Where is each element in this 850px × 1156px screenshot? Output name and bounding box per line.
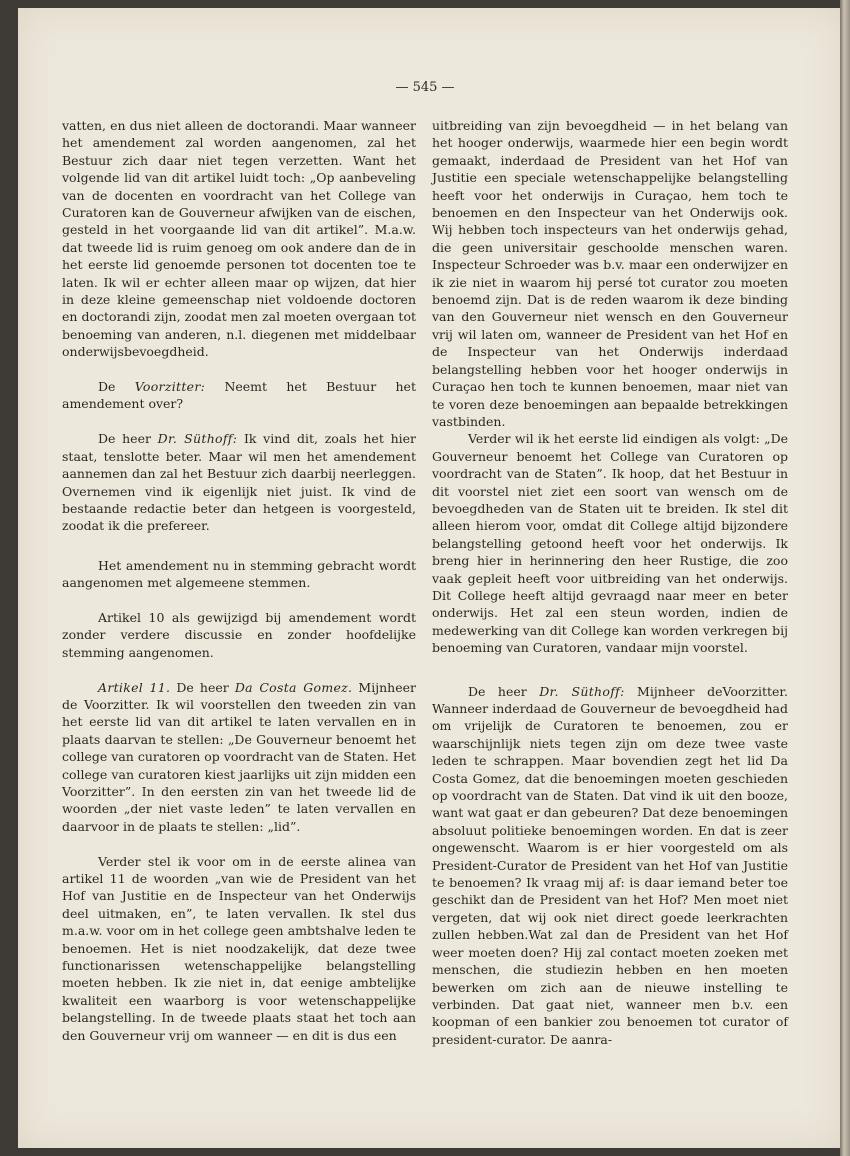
paragraph — [432, 683, 788, 1049]
text-prefix: De heer — [468, 683, 540, 699]
paragraph: Artikel 10 als gewijzigd bij amendement wordt zonder verdere discussie en zonder hoofdelijke stemming aangenomen. — [62, 609, 416, 660]
text-body: Mijnheer deVoorzitter. Wanneer inderdaad de Gouverneur de bevoegdheid had om vrijelijk de Curatoren te benoemen, zou er waarschijnlijk niets tegen zijn om deze twee vaste leden te schrappen. Maar bovendien zegt het lid Da Costa Gomez, dat die benoemingen moeten geschieden op voordracht van de Staten. Dat vind ik uit den booze, want wat gaat er dan gebeuren? Dat deze benoemingen absoluut politieke benoemingen worden. En dat is zeer ongewenscht. Waarom is er hier voorgesteld om als President-Curator de President van het Hof van Justitie te benoemen? Ik vraag mij af: is daar iemand beter toe geschikt dan de President van het Hof? Men moet niet vergeten, dat wij ook niet direct goede leerkrachten zullen hebben.Wat zal dan de President van het Hof weer moeten doen? Hij zal contact moeten zoeken met menschen, die studiezin hebben en hen moeten bewerken om zich aan de nieuwe instelling te verbinden. Dat gaat niet, wanneer men b.v. een koopman of een bankier zou benoemen tot curator of president-curator. De aanra- — [432, 683, 788, 1047]
text-body: Ik vind dit, zoals het hier staat, tenslotte beter. Maar wil men het amendement aannemen dan zal het Bestuur zich daarbij neerleggen. Overnemen vind ik eigenlijk niet juist. Ik vind de bestaande redactie beter dan hetgeen is voorgesteld, zoodat ik die prefereer. — [62, 431, 416, 534]
paragraph: Het amendement nu in stemming gebracht wordt aangenomen met algemeene stemmen. — [62, 557, 416, 591]
text-body: Neemt het Bestuur het amendement over? — [62, 379, 416, 412]
text-mid: De heer — [170, 679, 235, 695]
right-column — [432, 117, 788, 1048]
paragraph: vatten, en dus niet alleen de doctorandi. Maar wanneer het amendement zal worden aangenomen, zal het Bestuur zich daar niet tegen verzetten. Want het volgende lid van dit artikel luidt toch: „Op aanbeveling van de docenten en voordracht van het College van Curatoren kan de Gouverneur afwijken van de eischen, gesteld in het voorgaande lid van dit artikel”. M.a.w. dat tweede lid is ruim genoeg om ook andere dan de in het eerste lid genoemde personen tot docenten toe te laten. Ik wil er echter alleen maar op wijzen, dat hier in deze kleine gemeenschap niet voldoende doctoren en doctorandi zijn, zoodat men zal moeten overgaan tot benoeming van anderen, n.l. diegenen met middelbaar onderwijsbevoegdheid. — [62, 118, 416, 360]
text-prefix: De heer — [98, 431, 158, 447]
paragraph — [62, 430, 416, 534]
speaker-name: Voorzitter: — [134, 379, 206, 395]
paragraph — [62, 679, 416, 836]
left-column — [62, 117, 416, 1044]
paragraph: uitbreiding van zijn bevoegdheid — in het belang van het hooger onderwijs, waarmede hier een begin wordt gemaakt, inderdaad de President van het Hof van Justitie een speciale wetenschappelijke belangstelling heeft voor het onderwijs in Curaçao, hem toch te benoemen en den Inspecteur van het Onderwijs ook. Wij hebben toch inspecteurs van het onderwijs gehad, die geen universitair geschoolde menschen waren. Inspecteur Schroeder was b.v. maar een onderwijzer en ik zie niet in waarom hij persé tot curator zou moeten benoemd zijn. Dat is de reden waarom ik deze binding van den Gouverneur niet wensch en den Gouverneur vrij wil laten om, wanneer de President van het Hof en de Inspecteur van het Onderwijs inderdaad belangstelling hebben voor het hooger onderwijs in Curaçao hen toch te kunnen benoemen, maar niet van te voren deze benoemingen aan bepaalde betrekkingen vastbinden. — [432, 118, 788, 429]
page-number: — 545 — — [395, 80, 455, 95]
speaker-name: Da Costa Gomez. — [234, 679, 353, 695]
text-body: Mijnheer de Voorzitter. Ik wil voorstellen den tweeden zin van het eerste lid van dit artikel te laten vervallen en in plaats daarvan te stellen: „De Gouverneur benoemt het college van curatoren op voordracht van de Staten. Het college van curatoren kiest jaarlijks uit zijn midden een Voorzitter”. In den eersten zin van het tweede lid de woorden „der niet vaste leden” te laten vervallen en daarvoor in de plaats te stellen: „lid”. — [62, 679, 417, 834]
speaker-name: Dr. Süthoff: — [539, 683, 625, 699]
speaker-name: Dr. Süthoff: — [157, 431, 238, 447]
article-heading: Artikel 11. — [98, 679, 171, 695]
paragraph: Verder wil ik het eerste lid eindigen als volgt: „De Gouverneur benoemt het College van Curatoren op voordracht van de Staten”. Ik hoop, dat het Bestuur in dit voorstel niet ziet een soort van wensch om de bevoegdheden van de Staten uit te breiden. Ik stel dit alleen hierom voor, omdat dit College altijd bijzondere belangstelling getoond heeft voor het onderwijs. Ik breng hier in herinnering den heer Rustige, die zoo vaak gepleit heeft voor uitbreiding van het onderwijs. Dit College heeft altijd gevraagd naar meer en beter onderwijs. Het zal een steun worden, indien de medewerking van dit College kan worden verkregen bij benoeming van Curatoren, vandaar mijn voorstel. — [432, 431, 788, 656]
page-edge — [840, 0, 850, 1156]
paragraph — [62, 378, 416, 413]
text-prefix: De — [98, 379, 135, 395]
paragraph: Verder stel ik voor om in de eerste alinea van artikel 11 de woorden „van wie de President van het Hof van Justitie en de Inspecteur van het Onderwijs deel uitmaken, en”, te laten vervallen. Ik stel dus m.a.w. voor om in het college geen ambtshalve leden te benoemen. Het is niet noodzakelijk, dat deze twee functionarissen wetenschappelijke belangstelling moeten hebben. Ik zie niet in, dat eenige ambtelijke kwaliteit een waarborg is voor wetenschappelijke belangstelling. In de tweede plaats staat het toch aan den Gouverneur vrij om wanneer — en dit is dus een — [62, 853, 416, 1043]
